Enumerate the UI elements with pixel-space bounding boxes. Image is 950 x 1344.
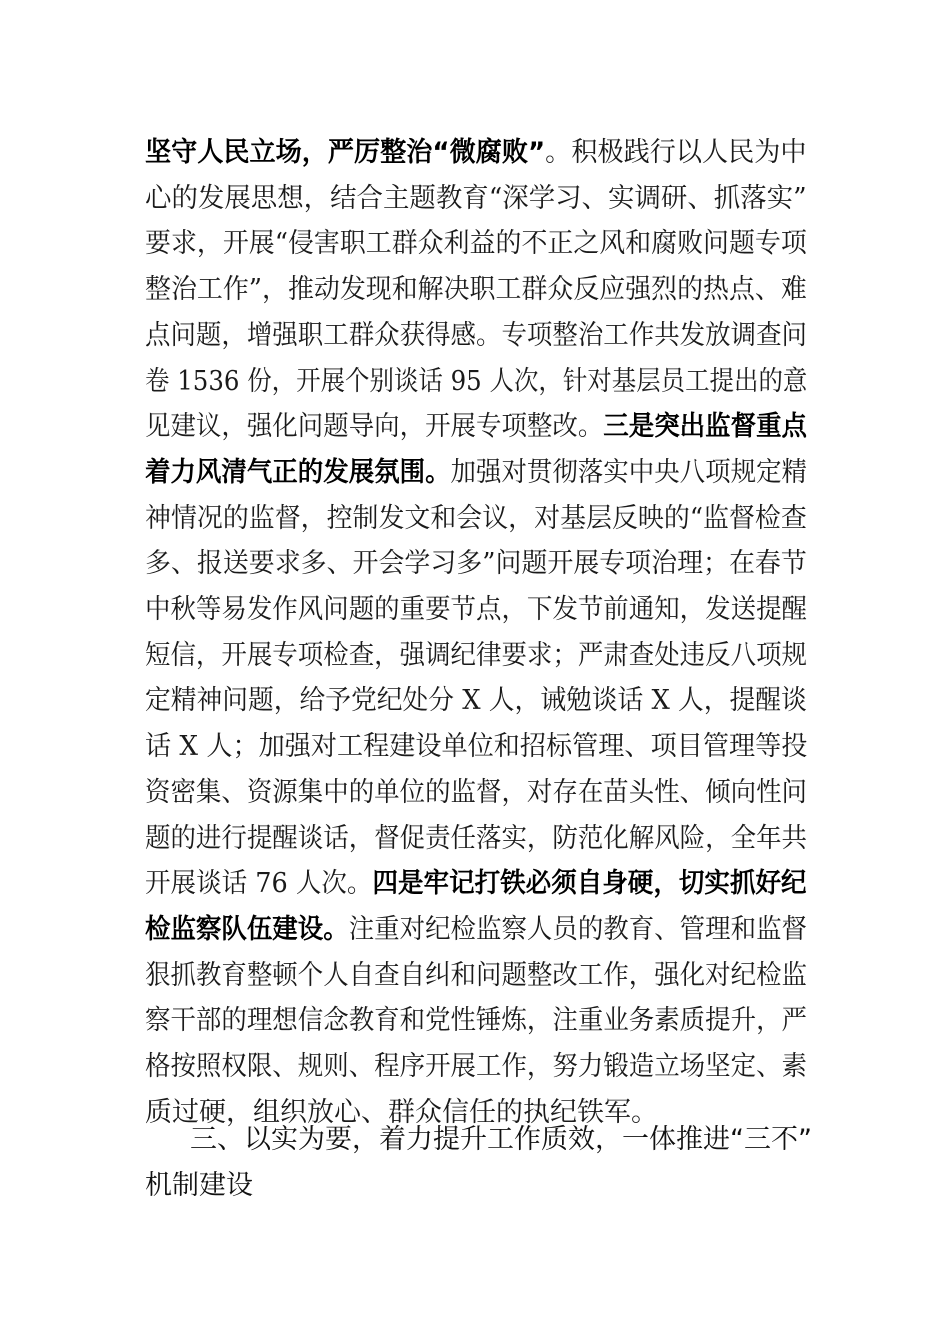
text-segment: 格按照权限、规则、程序开展工作，努力锻造立场坚定、素 xyxy=(145,1051,807,1082)
text-line xyxy=(145,636,807,676)
section-heading-text: 三、以实为要，着力提升工作质效，一体推进“三不” xyxy=(190,1124,812,1155)
text-segment: 加强对贯彻落实中央八项规定精 xyxy=(450,457,807,488)
text-line xyxy=(145,133,806,173)
text-line xyxy=(145,224,807,264)
text-segment: 察干部的理想信念教育和党性锤炼，注重业务素质提升，严 xyxy=(145,1005,807,1036)
text-segment: 短信，开展专项检查，强调纪律要求；严肃查处违反八项规 xyxy=(145,640,807,671)
text-segment: 题的进行提醒谈话，督促责任落实，防范化解风险，全年共 xyxy=(145,823,807,854)
text-segment: 话 X 人；加强对工程建设单位和招标管理、项目管理等投 xyxy=(145,731,808,762)
text-line xyxy=(145,864,807,904)
section-heading-line-2 xyxy=(145,1166,253,1206)
text-segment: 神情况的监督，控制发文和会议，对基层反映的“监督检查 xyxy=(145,503,807,534)
text-line xyxy=(145,590,807,630)
text-line xyxy=(145,773,807,813)
text-line xyxy=(145,1001,807,1041)
text-segment: 资密集、资源集中的单位的监督，对存在苗头性、倾向性问 xyxy=(145,777,807,808)
text-line xyxy=(145,910,807,950)
section-heading-line-1 xyxy=(190,1120,812,1160)
text-line xyxy=(145,407,807,447)
text-line xyxy=(145,453,807,493)
text-segment: 见建议，强化问题导向，开展专项整改。 xyxy=(145,411,604,442)
text-segment: 多、报送要求多、开会学习多”问题开展专项治理；在春节 xyxy=(145,548,807,579)
text-line xyxy=(145,270,807,310)
text-line xyxy=(145,819,807,859)
text-line xyxy=(145,362,807,402)
text-segment: 心的发展思想，结合主题教育“深学习、实调研、抓落实” xyxy=(145,183,807,214)
text-segment: 狠抓教育整顿个人自查自纠和问题整改工作，强化对纪检监 xyxy=(145,960,807,991)
text-line xyxy=(145,956,807,996)
text-line xyxy=(145,681,807,721)
text-line xyxy=(145,544,807,584)
bold-text-segment: 四是牢记打铁必须自身硬，切实抓好纪 xyxy=(372,868,807,899)
text-segment: 点问题，增强职工群众获得感。专项整治工作共发放调查问 xyxy=(145,320,807,351)
text-line xyxy=(145,727,807,767)
text-segment: 定精神问题，给予党纪处分 X 人，诫勉谈话 X 人，提醒谈 xyxy=(145,685,807,716)
text-segment: 中秋等易发作风问题的重要节点，下发节前通知，发送提醒 xyxy=(145,594,807,625)
text-line xyxy=(145,1047,807,1087)
text-line xyxy=(145,499,807,539)
bold-text-segment: 三是突出监督重点 xyxy=(603,411,807,442)
text-segment: 要求，开展“侵害职工群众利益的不正之风和腐败问题专项 xyxy=(145,228,807,259)
bold-text-segment: 坚守人民立场，严厉整治“微腐败” xyxy=(145,137,546,168)
text-segment: 整治工作”，推动发现和解决职工群众反应强烈的热点、难 xyxy=(145,274,807,305)
text-segment: 卷 1536 份，开展个别谈话 95 人次，针对基层员工提出的意 xyxy=(145,366,808,397)
text-segment: 。积极践行以人民为中 xyxy=(545,137,807,168)
bold-text-segment: 检监察队伍建设。 xyxy=(145,914,349,945)
text-segment: 质过硬，组织放心、群众信任的执纪铁军。 xyxy=(145,1097,658,1128)
bold-text-segment: 着力风清气正的发展氛围。 xyxy=(145,457,451,488)
section-heading-text: 机制建设 xyxy=(145,1170,253,1201)
text-segment: 注重对纪检监察人员的教育、管理和监督 xyxy=(348,914,807,945)
text-segment: 开展谈话 76 人次。 xyxy=(145,868,373,899)
text-line xyxy=(145,179,807,219)
text-line xyxy=(145,316,807,356)
